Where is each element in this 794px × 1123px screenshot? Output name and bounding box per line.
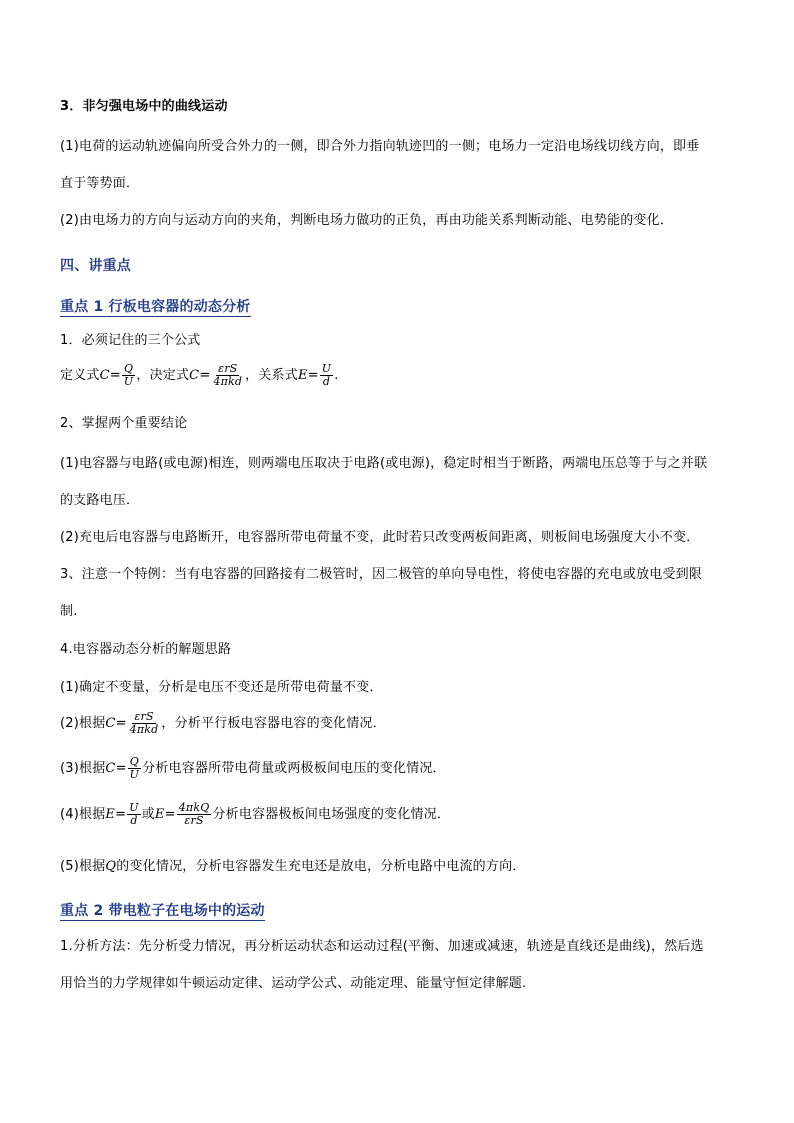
s3-para2: (2)由电场力的方向与运动方向的夹角，判断电场力做功的正负，再由功能关系判断动能、电势能的变化．: [60, 213, 674, 228]
p1-item4-title: 4.电容器动态分析的解题思路: [60, 642, 232, 657]
formula-eq: =: [109, 368, 121, 383]
frac-den: d: [322, 375, 331, 388]
formula-c-var: C: [105, 716, 116, 731]
fraction-q-over-u: [122, 363, 135, 388]
point2-heading: 重点 2 带电粒子在电场中的运动: [60, 903, 265, 919]
p1-item3-line2: 制.: [60, 604, 78, 619]
fraction-capacitance: [128, 711, 161, 736]
frac-num: εrS: [218, 362, 238, 375]
step5-suffix: 的变化情况，分析电容器发生充电还是放电，分析电路中电流的方向．: [116, 859, 526, 874]
frac-den: U: [129, 768, 140, 781]
step3-suffix: 分析电容器所带电荷量或两极板间电压的变化情况．: [142, 761, 446, 776]
step4-suffix: 分析电容器极板间电场强度的变化情况．: [212, 807, 451, 822]
frac-num: Q: [123, 362, 134, 375]
formula-end: .: [334, 368, 339, 383]
s3-title: 3．非匀强电场中的曲线运动: [60, 99, 228, 114]
step2: [60, 711, 386, 737]
formula-eq: =: [115, 761, 127, 776]
fraction-u-over-d: [320, 363, 333, 388]
formula-sep1: ，决定式: [136, 368, 190, 383]
formula-line: [60, 363, 339, 389]
step2-prefix: (2)根据: [60, 716, 106, 731]
point1-heading: 重点 1 行板电容器的动态分析: [60, 299, 251, 315]
frac-num: U: [321, 362, 332, 375]
p1-item2-a-line2: 的支路电压．: [60, 493, 140, 508]
p2-item1-line1: 1.分析方法：先分析受力情况，再分析运动状态和运动过程(平衡、加速或减速，轨迹是直线还是曲线)，然后选: [60, 939, 704, 954]
p1-item2-b: (2)充电后电容器与电路断开，电容器所带电荷量不变，此时若只改变两板间距离，则板间电场强度大小不变．: [60, 530, 700, 545]
s3-para1-line2: 直于等势面．: [60, 176, 140, 191]
formula-sep2: ，关系式: [245, 368, 298, 383]
step2-suffix: ，分析平行板电容器电容的变化情况．: [161, 716, 386, 731]
section4-heading: 四、讲重点: [60, 258, 131, 274]
formula-eq: =: [115, 807, 127, 822]
formula-eq: =: [115, 716, 127, 731]
s3-para1-line1: (1)电荷的运动轨迹偏向所受合外力的一侧，即合外力指向轨迹凹的一侧；电场力一定沿电场线切线方向，即垂: [60, 139, 700, 154]
p1-item2-title: 2、掌握两个重要结论: [60, 416, 188, 431]
step5-q-var: Q: [105, 859, 117, 874]
formula-e-var: E: [105, 807, 116, 822]
formula-c-var: C: [189, 368, 200, 383]
frac-den: 4πkd: [213, 375, 243, 388]
formula-eq: =: [164, 807, 176, 822]
fraction-q-over-u: [128, 756, 141, 781]
step3: [60, 756, 446, 782]
frac-num: 4πkQ: [178, 801, 210, 814]
formula-c-var: C: [99, 368, 110, 383]
formula-def-label: 定义式: [60, 368, 100, 383]
formula-eq: =: [199, 368, 211, 383]
step4-mid: 或: [141, 807, 155, 822]
step5: [60, 859, 525, 875]
p1-item3-line1: 3、注意一个特例：当有电容器的回路接有二极管时，因二极管的单向导电性，将使电容器的充电或放电受到限: [60, 567, 703, 582]
p2-item1-line2: 用恰当的力学规律如牛顿运动定律、运动学公式、动能定理、能量守恒定律解题.: [60, 976, 527, 991]
step1: (1)确定不变量，分析是电压不变还是所带电荷量不变．: [60, 680, 383, 695]
step4-prefix: (4)根据: [60, 807, 106, 822]
fraction-u-over-d: [127, 802, 140, 827]
formula-eq: =: [307, 368, 319, 383]
formula-c-var: C: [105, 761, 116, 776]
p1-item1-title: 1．必须记住的三个公式: [60, 333, 201, 348]
formula-e-var: E: [297, 368, 308, 383]
frac-num: Q: [129, 755, 140, 768]
step3-prefix: (3)根据: [60, 761, 106, 776]
frac-num: εrS: [134, 710, 154, 723]
p1-item2-a-line1: (1)电容器与电路(或电源)相连，则两端电压取决于电路(或电源)，稳定时相当于断路，两端电压总等于与之并联: [60, 456, 708, 471]
formula-e-var: E: [154, 807, 165, 822]
frac-den: d: [130, 814, 138, 827]
step5-prefix: (5)根据: [60, 859, 106, 874]
fraction-field-strength: [177, 802, 212, 827]
frac-den: 4πkd: [129, 723, 159, 736]
frac-den: U: [123, 375, 134, 388]
frac-num: U: [129, 801, 139, 814]
fraction-capacitance: [211, 363, 244, 388]
frac-den: εrS: [184, 814, 204, 827]
step4: [60, 802, 450, 828]
